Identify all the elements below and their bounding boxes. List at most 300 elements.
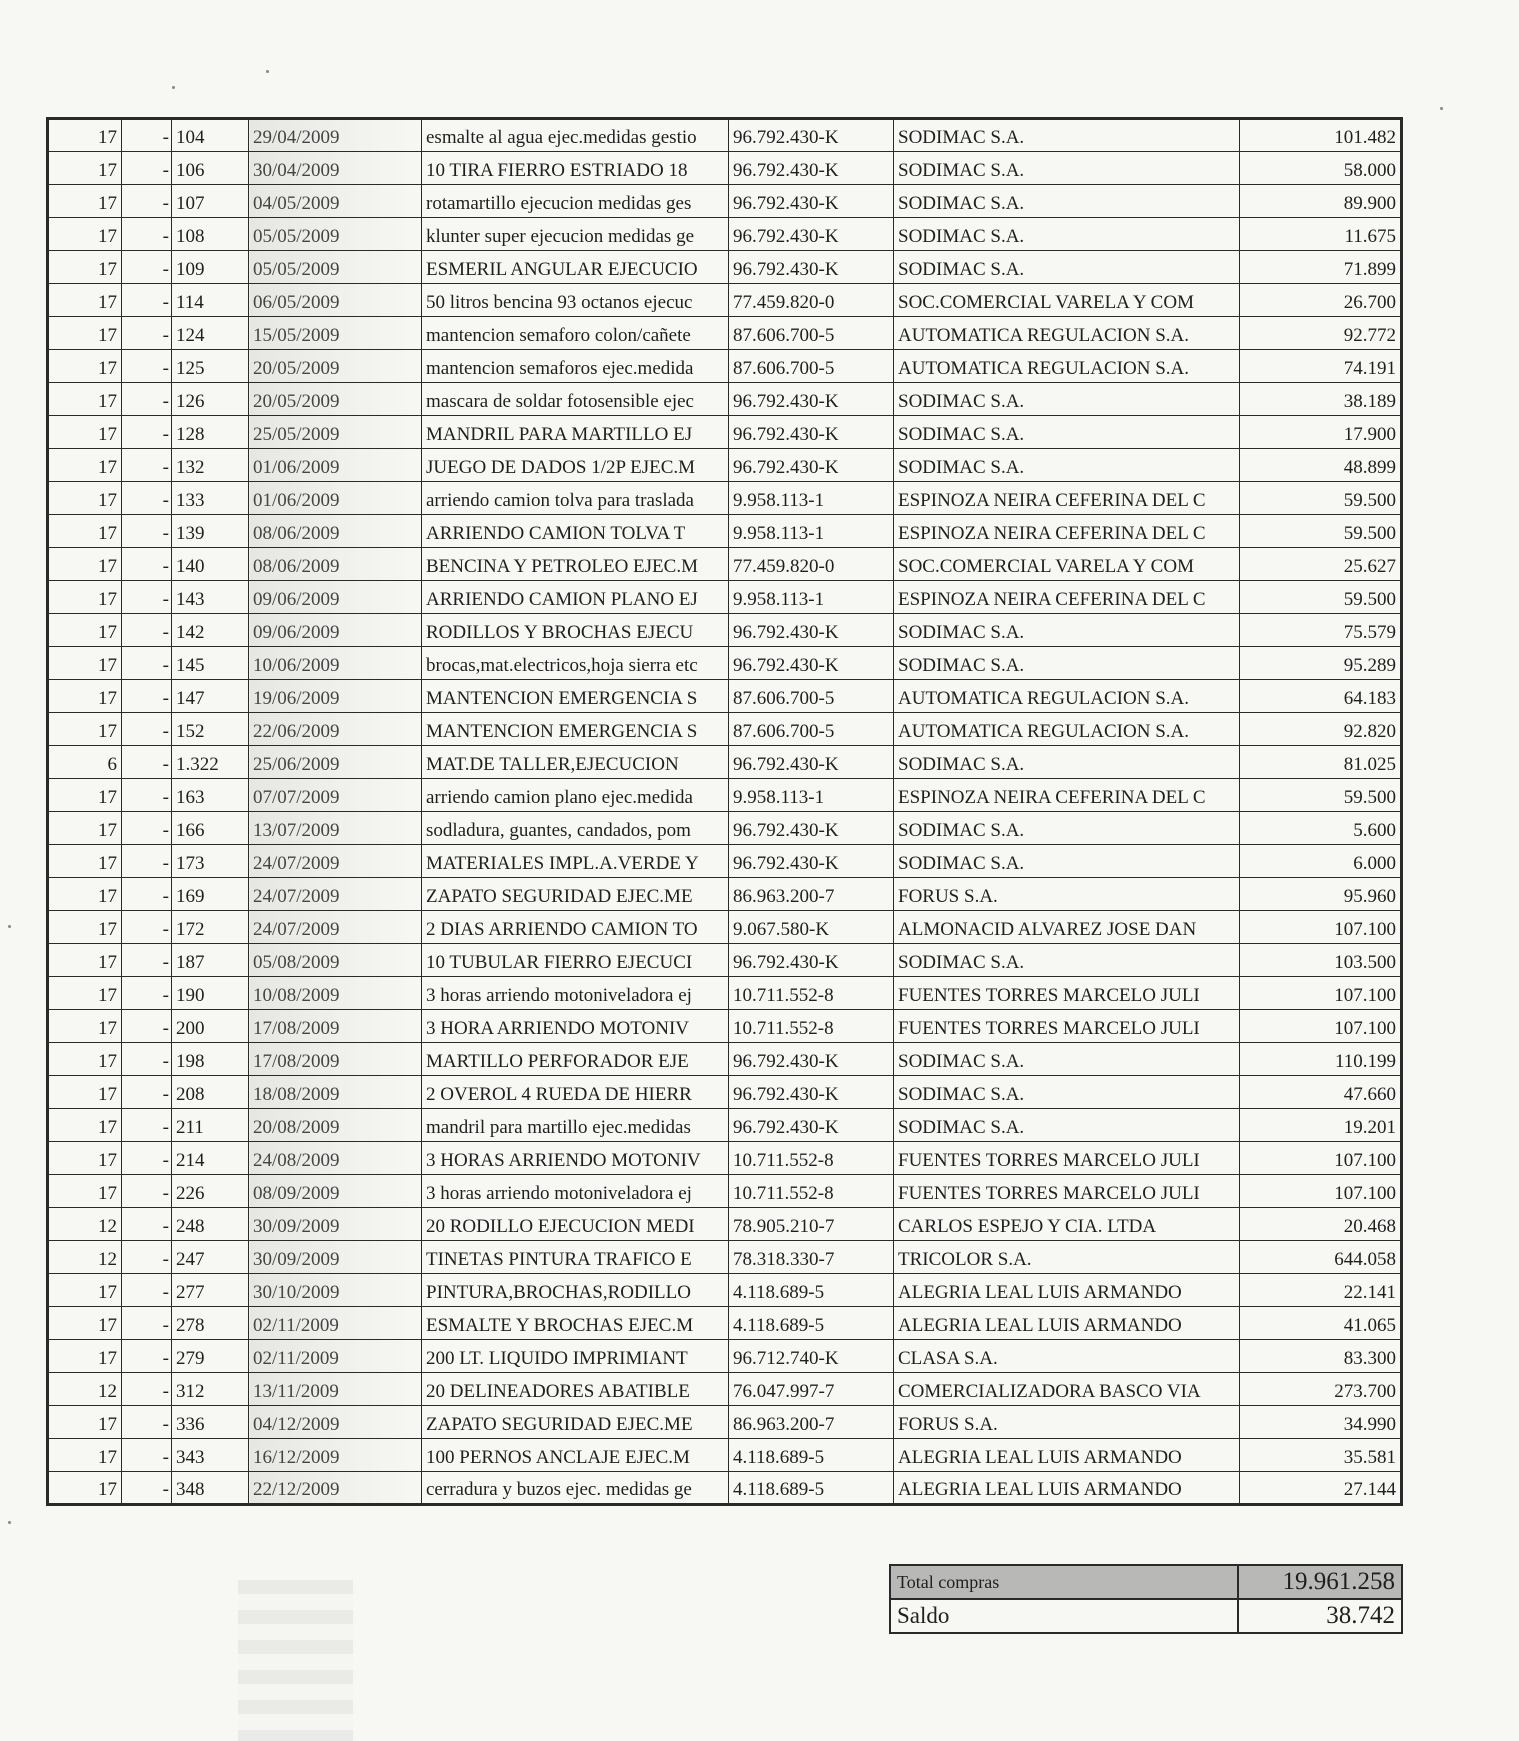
table-row — [48, 1109, 1402, 1142]
row-number: 17 — [48, 1472, 122, 1505]
date-cell: 16/12/2009 — [249, 1439, 422, 1472]
date-cell: 08/06/2009 — [249, 515, 422, 548]
supplier-cell: ESPINOZA NEIRA CEFERINA DEL C — [894, 779, 1240, 812]
table-row — [48, 1076, 1402, 1109]
supplier-cell: CARLOS ESPEJO Y CIA. LTDA — [894, 1208, 1240, 1241]
supplier-cell: FORUS S.A. — [894, 1406, 1240, 1439]
description-cell: rotamartillo ejecucion medidas ges — [422, 185, 729, 218]
description-cell: 50 litros bencina 93 octanos ejecuc — [422, 284, 729, 317]
row-dash: - — [122, 548, 172, 581]
date-cell: 17/08/2009 — [249, 1010, 422, 1043]
date-cell: 30/09/2009 — [249, 1208, 422, 1241]
row-dash: - — [122, 812, 172, 845]
row-number: 17 — [48, 1076, 122, 1109]
document-number: 277 — [172, 1274, 249, 1307]
rut-cell: 10.711.552-8 — [729, 1142, 894, 1175]
amount-cell: 59.500 — [1240, 515, 1402, 548]
date-cell: 06/05/2009 — [249, 284, 422, 317]
document-number: 166 — [172, 812, 249, 845]
supplier-cell: FORUS S.A. — [894, 878, 1240, 911]
table-row — [48, 350, 1402, 383]
amount-cell: 17.900 — [1240, 416, 1402, 449]
description-cell: ESMALTE Y BROCHAS EJEC.M — [422, 1307, 729, 1340]
supplier-cell: FUENTES TORRES MARCELO JULI — [894, 1175, 1240, 1208]
table-row — [48, 185, 1402, 218]
row-number: 17 — [48, 647, 122, 680]
scan-speck — [172, 86, 175, 89]
rut-cell: 77.459.820-0 — [729, 548, 894, 581]
document-number: 173 — [172, 845, 249, 878]
saldo-row — [890, 1599, 1402, 1633]
supplier-cell: SOC.COMERCIAL VARELA Y COM — [894, 548, 1240, 581]
description-cell: ARRIENDO CAMION PLANO EJ — [422, 581, 729, 614]
document-number: 133 — [172, 482, 249, 515]
description-cell: 10 TIRA FIERRO ESTRIADO 18 — [422, 152, 729, 185]
row-dash: - — [122, 218, 172, 251]
rut-cell: 86.963.200-7 — [729, 1406, 894, 1439]
row-number: 17 — [48, 944, 122, 977]
date-cell: 09/06/2009 — [249, 581, 422, 614]
date-cell: 05/05/2009 — [249, 218, 422, 251]
table-row — [48, 1406, 1402, 1439]
description-cell: mandril para martillo ejec.medidas — [422, 1109, 729, 1142]
supplier-cell: SODIMAC S.A. — [894, 614, 1240, 647]
table-row — [48, 911, 1402, 944]
date-cell: 10/06/2009 — [249, 647, 422, 680]
document-number: 104 — [172, 119, 249, 152]
row-number: 17 — [48, 977, 122, 1010]
amount-cell: 95.960 — [1240, 878, 1402, 911]
supplier-cell: SODIMAC S.A. — [894, 845, 1240, 878]
table-row — [48, 977, 1402, 1010]
scan-speck — [8, 1521, 11, 1524]
rut-cell: 4.118.689-5 — [729, 1307, 894, 1340]
row-number: 17 — [48, 449, 122, 482]
rut-cell: 96.792.430-K — [729, 119, 894, 152]
total-value: 19.961.258 — [1238, 1565, 1402, 1599]
supplier-cell: ESPINOZA NEIRA CEFERINA DEL C — [894, 581, 1240, 614]
document-number: 279 — [172, 1340, 249, 1373]
rut-cell: 96.792.430-K — [729, 218, 894, 251]
supplier-cell: SODIMAC S.A. — [894, 449, 1240, 482]
scan-speck — [8, 925, 11, 928]
document-number: 278 — [172, 1307, 249, 1340]
date-cell: 13/11/2009 — [249, 1373, 422, 1406]
table-body — [48, 119, 1402, 1505]
date-cell: 20/08/2009 — [249, 1109, 422, 1142]
document-number: 190 — [172, 977, 249, 1010]
document-number: 109 — [172, 251, 249, 284]
description-cell: esmalte al agua ejec.medidas gestio — [422, 119, 729, 152]
date-cell: 18/08/2009 — [249, 1076, 422, 1109]
amount-cell: 83.300 — [1240, 1340, 1402, 1373]
row-number: 17 — [48, 284, 122, 317]
date-cell: 01/06/2009 — [249, 482, 422, 515]
supplier-cell: SODIMAC S.A. — [894, 383, 1240, 416]
date-cell: 22/06/2009 — [249, 713, 422, 746]
row-number: 12 — [48, 1241, 122, 1274]
document-number: 200 — [172, 1010, 249, 1043]
row-number: 17 — [48, 812, 122, 845]
table-row — [48, 581, 1402, 614]
date-cell: 20/05/2009 — [249, 383, 422, 416]
document-number: 114 — [172, 284, 249, 317]
date-cell: 02/11/2009 — [249, 1307, 422, 1340]
row-number: 17 — [48, 1142, 122, 1175]
rut-cell: 9.958.113-1 — [729, 482, 894, 515]
rut-cell: 10.711.552-8 — [729, 977, 894, 1010]
rut-cell: 96.792.430-K — [729, 416, 894, 449]
supplier-cell: ALEGRIA LEAL LUIS ARMANDO — [894, 1472, 1240, 1505]
description-cell: MAT.DE TALLER,EJECUCION — [422, 746, 729, 779]
rut-cell: 96.792.430-K — [729, 449, 894, 482]
supplier-cell: SODIMAC S.A. — [894, 746, 1240, 779]
document-number: 145 — [172, 647, 249, 680]
date-cell: 01/06/2009 — [249, 449, 422, 482]
table-row — [48, 1175, 1402, 1208]
document-number: 125 — [172, 350, 249, 383]
amount-cell: 89.900 — [1240, 185, 1402, 218]
rut-cell: 96.792.430-K — [729, 152, 894, 185]
date-cell: 15/05/2009 — [249, 317, 422, 350]
row-number: 17 — [48, 680, 122, 713]
date-cell: 08/09/2009 — [249, 1175, 422, 1208]
date-cell: 07/07/2009 — [249, 779, 422, 812]
table-row — [48, 119, 1402, 152]
document-number: 187 — [172, 944, 249, 977]
saldo-label: Saldo — [890, 1599, 1238, 1633]
row-dash: - — [122, 1274, 172, 1307]
table-row — [48, 383, 1402, 416]
rut-cell: 87.606.700-5 — [729, 350, 894, 383]
document-number: 124 — [172, 317, 249, 350]
row-dash: - — [122, 449, 172, 482]
document-number: 142 — [172, 614, 249, 647]
table-row — [48, 515, 1402, 548]
table-row — [48, 1241, 1402, 1274]
date-cell: 05/05/2009 — [249, 251, 422, 284]
document-number: 198 — [172, 1043, 249, 1076]
table-row — [48, 284, 1402, 317]
document-number: 132 — [172, 449, 249, 482]
row-dash: - — [122, 1472, 172, 1505]
table-row — [48, 944, 1402, 977]
supplier-cell: AUTOMATICA REGULACION S.A. — [894, 350, 1240, 383]
description-cell: MARTILLO PERFORADOR EJE — [422, 1043, 729, 1076]
row-number: 17 — [48, 482, 122, 515]
document-number: 169 — [172, 878, 249, 911]
description-cell: arriendo camion plano ejec.medida — [422, 779, 729, 812]
row-dash: - — [122, 515, 172, 548]
amount-cell: 35.581 — [1240, 1439, 1402, 1472]
row-number: 6 — [48, 746, 122, 779]
row-number: 17 — [48, 515, 122, 548]
row-dash: - — [122, 581, 172, 614]
description-cell: mantencion semaforo colon/cañete — [422, 317, 729, 350]
rut-cell: 96.792.430-K — [729, 251, 894, 284]
description-cell: 100 PERNOS ANCLAJE EJEC.M — [422, 1439, 729, 1472]
description-cell: mantencion semaforos ejec.medida — [422, 350, 729, 383]
description-cell: 10 TUBULAR FIERRO EJECUCI — [422, 944, 729, 977]
amount-cell: 48.899 — [1240, 449, 1402, 482]
description-cell: BENCINA Y PETROLEO EJEC.M — [422, 548, 729, 581]
supplier-cell: AUTOMATICA REGULACION S.A. — [894, 317, 1240, 350]
description-cell: MANDRIL PARA MARTILLO EJ — [422, 416, 729, 449]
rut-cell: 87.606.700-5 — [729, 713, 894, 746]
row-dash: - — [122, 746, 172, 779]
date-cell: 09/06/2009 — [249, 614, 422, 647]
amount-cell: 107.100 — [1240, 977, 1402, 1010]
row-dash: - — [122, 119, 172, 152]
description-cell: 3 horas arriendo motoniveladora ej — [422, 1175, 729, 1208]
supplier-cell: SODIMAC S.A. — [894, 944, 1240, 977]
row-dash: - — [122, 1340, 172, 1373]
rut-cell: 87.606.700-5 — [729, 317, 894, 350]
document-number: 106 — [172, 152, 249, 185]
table-row — [48, 878, 1402, 911]
row-dash: - — [122, 1307, 172, 1340]
rut-cell: 10.711.552-8 — [729, 1010, 894, 1043]
row-number: 17 — [48, 1274, 122, 1307]
table-row — [48, 1010, 1402, 1043]
row-number: 17 — [48, 251, 122, 284]
amount-cell: 95.289 — [1240, 647, 1402, 680]
document-number: 128 — [172, 416, 249, 449]
date-cell: 17/08/2009 — [249, 1043, 422, 1076]
row-number: 17 — [48, 1109, 122, 1142]
row-dash: - — [122, 383, 172, 416]
document-number: 343 — [172, 1439, 249, 1472]
row-number: 17 — [48, 1043, 122, 1076]
amount-cell: 110.199 — [1240, 1043, 1402, 1076]
date-cell: 10/08/2009 — [249, 977, 422, 1010]
supplier-cell: COMERCIALIZADORA BASCO VIA — [894, 1373, 1240, 1406]
supplier-cell: SODIMAC S.A. — [894, 416, 1240, 449]
table-row — [48, 251, 1402, 284]
supplier-cell: ESPINOZA NEIRA CEFERINA DEL C — [894, 515, 1240, 548]
row-number: 12 — [48, 1373, 122, 1406]
date-cell: 25/06/2009 — [249, 746, 422, 779]
rut-cell: 10.711.552-8 — [729, 1175, 894, 1208]
description-cell: 3 horas arriendo motoniveladora ej — [422, 977, 729, 1010]
row-dash: - — [122, 1076, 172, 1109]
row-number: 12 — [48, 1208, 122, 1241]
date-cell: 13/07/2009 — [249, 812, 422, 845]
document-number: 226 — [172, 1175, 249, 1208]
table-row — [48, 548, 1402, 581]
date-cell: 24/08/2009 — [249, 1142, 422, 1175]
supplier-cell: FUENTES TORRES MARCELO JULI — [894, 977, 1240, 1010]
row-dash: - — [122, 1208, 172, 1241]
document-number: 140 — [172, 548, 249, 581]
description-cell: ARRIENDO CAMION TOLVA T — [422, 515, 729, 548]
document-number: 172 — [172, 911, 249, 944]
amount-cell: 25.627 — [1240, 548, 1402, 581]
date-cell: 22/12/2009 — [249, 1472, 422, 1505]
document-number: 126 — [172, 383, 249, 416]
amount-cell: 41.065 — [1240, 1307, 1402, 1340]
row-number: 17 — [48, 614, 122, 647]
supplier-cell: SODIMAC S.A. — [894, 119, 1240, 152]
row-number: 17 — [48, 911, 122, 944]
row-dash: - — [122, 317, 172, 350]
supplier-cell: SODIMAC S.A. — [894, 812, 1240, 845]
row-dash: - — [122, 1175, 172, 1208]
table-row — [48, 416, 1402, 449]
supplier-cell: SODIMAC S.A. — [894, 1043, 1240, 1076]
amount-cell: 34.990 — [1240, 1406, 1402, 1439]
document-number: 139 — [172, 515, 249, 548]
rut-cell: 96.792.430-K — [729, 185, 894, 218]
table-row — [48, 746, 1402, 779]
rut-cell: 96.792.430-K — [729, 383, 894, 416]
document-number: 312 — [172, 1373, 249, 1406]
row-number: 17 — [48, 1175, 122, 1208]
rut-cell: 96.792.430-K — [729, 1109, 894, 1142]
document-number: 152 — [172, 713, 249, 746]
document-number: 247 — [172, 1241, 249, 1274]
row-number: 17 — [48, 218, 122, 251]
supplier-cell: ALEGRIA LEAL LUIS ARMANDO — [894, 1307, 1240, 1340]
description-cell: MANTENCION EMERGENCIA S — [422, 680, 729, 713]
row-dash: - — [122, 284, 172, 317]
supplier-cell: AUTOMATICA REGULACION S.A. — [894, 713, 1240, 746]
rut-cell: 96.792.430-K — [729, 1043, 894, 1076]
rut-cell: 9.958.113-1 — [729, 515, 894, 548]
document-number: 248 — [172, 1208, 249, 1241]
table-row — [48, 1472, 1402, 1505]
amount-cell: 47.660 — [1240, 1076, 1402, 1109]
description-cell: 3 HORA ARRIENDO MOTONIV — [422, 1010, 729, 1043]
row-number: 17 — [48, 119, 122, 152]
supplier-cell: SODIMAC S.A. — [894, 152, 1240, 185]
row-dash: - — [122, 680, 172, 713]
row-number: 17 — [48, 383, 122, 416]
supplier-cell: SODIMAC S.A. — [894, 1076, 1240, 1109]
row-dash: - — [122, 1406, 172, 1439]
total-label: Total compras — [890, 1565, 1238, 1599]
scan-speck — [266, 70, 269, 73]
table-row — [48, 1340, 1402, 1373]
rut-cell: 96.792.430-K — [729, 845, 894, 878]
description-cell: 2 OVEROL 4 RUEDA DE HIERR — [422, 1076, 729, 1109]
date-cell: 29/04/2009 — [249, 119, 422, 152]
rut-cell: 96.792.430-K — [729, 944, 894, 977]
row-number: 17 — [48, 185, 122, 218]
date-cell: 25/05/2009 — [249, 416, 422, 449]
amount-cell: 58.000 — [1240, 152, 1402, 185]
row-dash: - — [122, 185, 172, 218]
row-dash: - — [122, 251, 172, 284]
row-number: 17 — [48, 1010, 122, 1043]
supplier-cell: TRICOLOR S.A. — [894, 1241, 1240, 1274]
table-row — [48, 1142, 1402, 1175]
supplier-cell: SODIMAC S.A. — [894, 218, 1240, 251]
scan-speck — [1440, 107, 1443, 110]
table-row — [48, 152, 1402, 185]
document-number: 163 — [172, 779, 249, 812]
document-number: 336 — [172, 1406, 249, 1439]
amount-cell: 59.500 — [1240, 581, 1402, 614]
rut-cell: 96.792.430-K — [729, 614, 894, 647]
row-dash: - — [122, 1439, 172, 1472]
row-number: 17 — [48, 713, 122, 746]
supplier-cell: ALEGRIA LEAL LUIS ARMANDO — [894, 1274, 1240, 1307]
amount-cell: 92.820 — [1240, 713, 1402, 746]
date-cell: 24/07/2009 — [249, 878, 422, 911]
rut-cell: 78.905.210-7 — [729, 1208, 894, 1241]
supplier-cell: SODIMAC S.A. — [894, 251, 1240, 284]
purchases-table — [46, 117, 1403, 1506]
row-dash: - — [122, 614, 172, 647]
amount-cell: 5.600 — [1240, 812, 1402, 845]
description-cell: MATERIALES IMPL.A.VERDE Y — [422, 845, 729, 878]
row-dash: - — [122, 647, 172, 680]
document-number: 208 — [172, 1076, 249, 1109]
description-cell: sodladura, guantes, candados, pom — [422, 812, 729, 845]
amount-cell: 64.183 — [1240, 680, 1402, 713]
row-dash: - — [122, 1142, 172, 1175]
rut-cell: 76.047.997-7 — [729, 1373, 894, 1406]
supplier-cell: ALMONACID ALVAREZ JOSE DAN — [894, 911, 1240, 944]
description-cell: JUEGO DE DADOS 1/2P EJEC.M — [422, 449, 729, 482]
table-row — [48, 1274, 1402, 1307]
row-dash: - — [122, 1241, 172, 1274]
table-row — [48, 218, 1402, 251]
amount-cell: 11.675 — [1240, 218, 1402, 251]
row-number: 17 — [48, 878, 122, 911]
supplier-cell: SOC.COMERCIAL VARELA Y COM — [894, 284, 1240, 317]
date-cell: 30/09/2009 — [249, 1241, 422, 1274]
row-dash: - — [122, 416, 172, 449]
amount-cell: 22.141 — [1240, 1274, 1402, 1307]
description-cell: RODILLOS Y BROCHAS EJECU — [422, 614, 729, 647]
description-cell: arriendo camion tolva para traslada — [422, 482, 729, 515]
rut-cell: 96.792.430-K — [729, 1076, 894, 1109]
description-cell: ZAPATO SEGURIDAD EJEC.ME — [422, 1406, 729, 1439]
table-row — [48, 680, 1402, 713]
date-cell: 24/07/2009 — [249, 911, 422, 944]
description-cell: TINETAS PINTURA TRAFICO E — [422, 1241, 729, 1274]
amount-cell: 101.482 — [1240, 119, 1402, 152]
row-number: 17 — [48, 317, 122, 350]
rut-cell: 96.792.430-K — [729, 647, 894, 680]
row-number: 17 — [48, 1439, 122, 1472]
amount-cell: 71.899 — [1240, 251, 1402, 284]
row-dash: - — [122, 1043, 172, 1076]
description-cell: mascara de soldar fotosensible ejec — [422, 383, 729, 416]
row-dash: - — [122, 1010, 172, 1043]
document-number: 211 — [172, 1109, 249, 1142]
table-row — [48, 1307, 1402, 1340]
amount-cell: 74.191 — [1240, 350, 1402, 383]
row-number: 17 — [48, 845, 122, 878]
description-cell: 200 LT. LIQUIDO IMPRIMIANT — [422, 1340, 729, 1373]
date-cell: 30/10/2009 — [249, 1274, 422, 1307]
date-cell: 30/04/2009 — [249, 152, 422, 185]
row-dash: - — [122, 911, 172, 944]
supplier-cell: AUTOMATICA REGULACION S.A. — [894, 680, 1240, 713]
supplier-cell: SODIMAC S.A. — [894, 647, 1240, 680]
row-dash: - — [122, 350, 172, 383]
table-row — [48, 1439, 1402, 1472]
description-cell: 20 RODILLO EJECUCION MEDI — [422, 1208, 729, 1241]
table-row — [48, 713, 1402, 746]
table-row — [48, 449, 1402, 482]
row-dash: - — [122, 845, 172, 878]
amount-cell: 107.100 — [1240, 1175, 1402, 1208]
bleed-through-shadow — [238, 1580, 353, 1741]
